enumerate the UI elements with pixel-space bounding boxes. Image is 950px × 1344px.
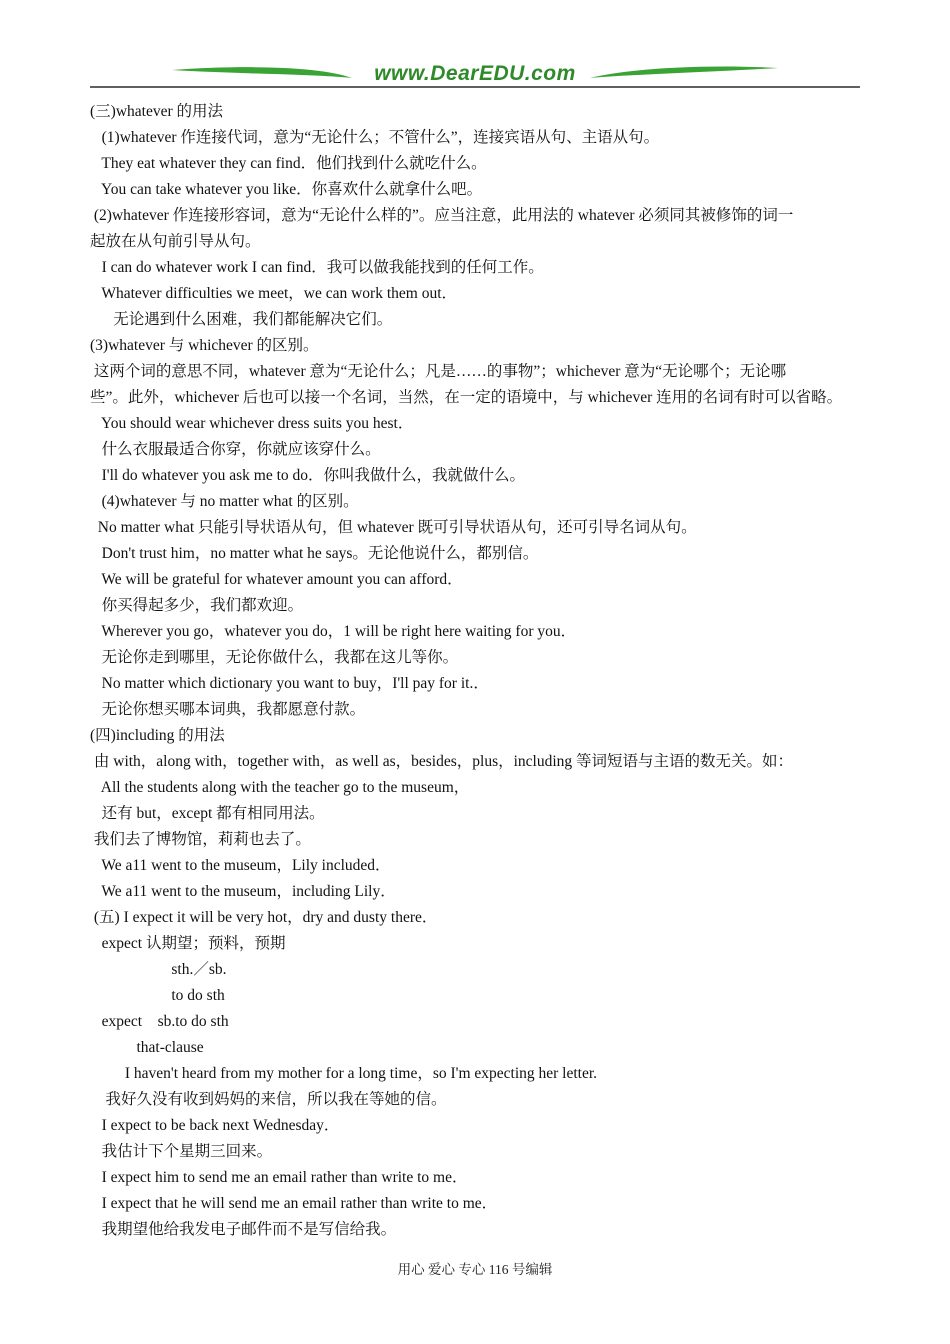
text-line: I expect him to send me an email rather than write to me． <box>90 1169 468 1186</box>
text-line: 这两个词的意思不同，whatever 意为“无论什么；凡是……的事物”；whichever 意为“无论哪个；无论哪 <box>90 363 787 380</box>
text-line: sth.／sb. <box>90 961 227 978</box>
text-line: No matter what 只能引导状语从句，但 whatever 既可引导状语从句，还可引导名词从句。 <box>90 519 697 536</box>
text-line: I can do whatever work I can find．我可以做我能找到的任何工作。 <box>90 259 544 276</box>
text-line: 无论你想买哪本词典，我都愿意付款。 <box>90 701 366 718</box>
text-line: expect 认期望；预料，预期 <box>90 935 286 952</box>
text-line: 我们去了博物馆，莉莉也去了。 <box>90 831 311 848</box>
text-line: Wherever you go，whatever you do，1 will be right here waiting for you． <box>90 623 577 640</box>
text-line: Don't trust him，no matter what he says。无论他说什么，都别信。 <box>90 545 539 562</box>
page-header <box>90 58 860 90</box>
text-line: 无论你走到哪里，无论你做什么，我都在这儿等你。 <box>90 649 459 666</box>
text-line: 你买得起多少，我们都欢迎。 <box>90 597 304 614</box>
site-logo-text: www.DearEDU.com <box>374 62 576 85</box>
text-line: 我好久没有收到妈妈的来信，所以我在等她的信。 <box>90 1091 447 1108</box>
text-line: They eat whatever they can find．他们找到什么就吃什么。 <box>90 155 487 172</box>
text-line: We a11 went to the museum，including Lily． <box>90 883 396 900</box>
text-line: All the students along with the teacher go to the museum， <box>90 779 470 796</box>
text-line: (四)including 的用法 <box>90 727 225 744</box>
text-line: 无论遇到什么困难，我们都能解决它们。 <box>90 311 393 328</box>
text-line: I'll do whatever you ask me to do．你叫我做什么，我就做什么。 <box>90 467 526 484</box>
text-line: 我期望他给我发电子邮件而不是写信给我。 <box>90 1221 397 1238</box>
document-body <box>90 99 870 1243</box>
page-footer: 用心 爱心 专心 116 号编辑 <box>397 1262 553 1277</box>
text-line: (3)whatever 与 whichever 的区别。 <box>90 337 319 354</box>
text-line: 起放在从句前引导从句。 <box>90 233 261 250</box>
text-line: I expect to be back next Wednesday． <box>90 1117 340 1134</box>
text-line: You should wear whichever dress suits you hest． <box>90 415 414 432</box>
text-line: (4)whatever 与 no matter what 的区别。 <box>90 493 359 510</box>
text-line: 我估计下个星期三回来。 <box>90 1143 273 1160</box>
text-line: I expect that he will send me an email rather than write to me． <box>90 1195 498 1212</box>
text-line: expect sb.to do sth <box>90 1013 229 1030</box>
text-line: No matter which dictionary you want to buy，I'll pay for it.． <box>90 675 489 692</box>
text-line: that-clause <box>90 1039 204 1056</box>
text-line: 些”。此外，whichever 后也可以接一个名词，当然，在一定的语境中，与 whichever 连用的名词有时可以省略。 <box>90 389 843 406</box>
text-line: 由 with，along with，together with，as well as，besides，plus，including 等词短语与主语的数无关。如： <box>90 753 794 770</box>
text-line: I haven't heard from my mother for a long time，so I'm expecting her letter. <box>90 1065 598 1082</box>
text-line: We a11 went to the museum，Lily included． <box>90 857 391 874</box>
text-line: We will be grateful for whatever amount you can afford． <box>90 571 463 588</box>
text-line: 什么衣服最适合你穿，你就应该穿什么。 <box>90 441 381 458</box>
text-line: (五) I expect it will be very hot，dry and dusty there． <box>90 909 438 926</box>
text-line: (三)whatever 的用法 <box>90 103 223 120</box>
text-line: (1)whatever 作连接代词，意为“无论什么；不管什么”，连接宾语从句、主语从句。 <box>90 129 660 146</box>
text-line: You can take whatever you like．你喜欢什么就拿什么吧。 <box>90 181 483 198</box>
text-line: to do sth <box>90 987 225 1004</box>
text-line: Whatever difficulties we meet，we can work them out． <box>90 285 458 302</box>
text-line: 还有 but，except 都有相同用法。 <box>90 805 325 822</box>
text-line: (2)whatever 作连接形容词，意为“无论什么样的”。应当注意，此用法的 whatever 必须同其被修饰的词一 <box>90 207 794 224</box>
